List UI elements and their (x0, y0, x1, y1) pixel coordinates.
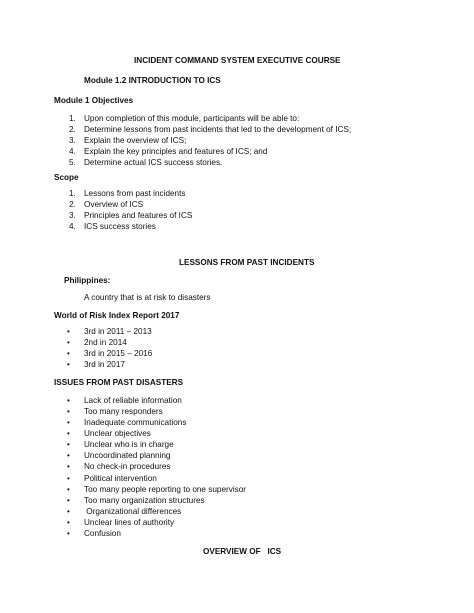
list-item: Inadequate communications (84, 418, 187, 427)
list-item: Determine lessons from past incidents that led to the development of ICS; (84, 125, 352, 134)
document-title: INCIDENT COMMAND SYSTEM EXECUTIVE COURSE (134, 56, 341, 65)
bullet-icon: • (67, 507, 70, 516)
objectives-heading: Module 1 Objectives (54, 96, 134, 105)
list-item: Too many organization structures (84, 496, 205, 505)
bullet-icon: • (67, 396, 70, 405)
list-item: 3rd in 2011 – 2013 (84, 327, 152, 336)
bullet-icon: • (67, 327, 70, 336)
list-item: 3rd in 2017 (84, 360, 125, 369)
bullet-icon: • (67, 462, 70, 471)
list-item: Too many responders (84, 407, 163, 416)
country-description: A country that is at risk to disasters (84, 293, 211, 302)
list-item: 2nd in 2014 (84, 338, 127, 347)
bullet-icon: • (67, 360, 70, 369)
bullet-icon: • (67, 485, 70, 494)
overview-heading: OVERVIEW OF ICS (203, 547, 282, 556)
list-item: Political intervention (84, 474, 157, 483)
module-heading: Module 1.2 INTRODUCTION TO ICS (84, 76, 221, 85)
list-item: 3rd in 2015 – 2016 (84, 349, 153, 358)
scope-heading: Scope (54, 173, 79, 182)
list-item: Confusion (84, 529, 121, 538)
list-item: Upon completion of this module, participants will be able to: (84, 114, 300, 123)
list-item: No check-in procedures (84, 462, 171, 471)
list-item: Organizational differences (84, 507, 182, 516)
bullet-icon: • (67, 451, 70, 460)
list-item: Determine actual ICS success stories. (84, 158, 223, 167)
list-item: Lack of reliable information (84, 396, 182, 405)
bullet-icon: • (67, 407, 70, 416)
country-label: Philippines: (64, 276, 111, 285)
list-number: 4. (69, 147, 76, 156)
bullet-icon: • (67, 496, 70, 505)
list-item: Explain the overview of ICS; (84, 136, 187, 145)
list-item: Unclear lines of authority (84, 518, 175, 527)
bullet-icon: • (67, 418, 70, 427)
list-item: Too many people reporting to one supervisor (84, 485, 247, 494)
lessons-heading: LESSONS FROM PAST INCIDENTS (179, 258, 315, 267)
bullet-icon: • (67, 529, 70, 538)
issues-heading: ISSUES FROM PAST DISASTERS (54, 378, 184, 387)
list-item: Uncoordinated planning (84, 451, 171, 460)
bullet-icon: • (67, 440, 70, 449)
bullet-icon: • (67, 338, 70, 347)
list-item: Principles and features of ICS (84, 211, 193, 220)
list-item: Overview of ICS (84, 200, 144, 209)
bullet-icon: • (67, 474, 70, 483)
list-number: 4. (69, 222, 76, 231)
bullet-icon: • (67, 349, 70, 358)
list-number: 2. (69, 200, 76, 209)
list-item: Unclear who is in charge (84, 440, 174, 449)
bullet-icon: • (67, 518, 70, 527)
list-item: Explain the key principles and features of ICS; and (84, 147, 268, 156)
list-number: 3. (69, 136, 76, 145)
list-item: Unclear objectives (84, 429, 151, 438)
list-number: 1. (69, 189, 76, 198)
bullet-icon: • (67, 429, 70, 438)
list-number: 2. (69, 125, 76, 134)
list-item: Lessons from past incidents (84, 189, 186, 198)
list-item: ICS success stories (84, 222, 156, 231)
risk-report-heading: World of Risk Index Report 2017 (54, 311, 180, 320)
list-number: 5. (69, 158, 76, 167)
list-number: 3. (69, 211, 76, 220)
list-number: 1. (69, 114, 76, 123)
